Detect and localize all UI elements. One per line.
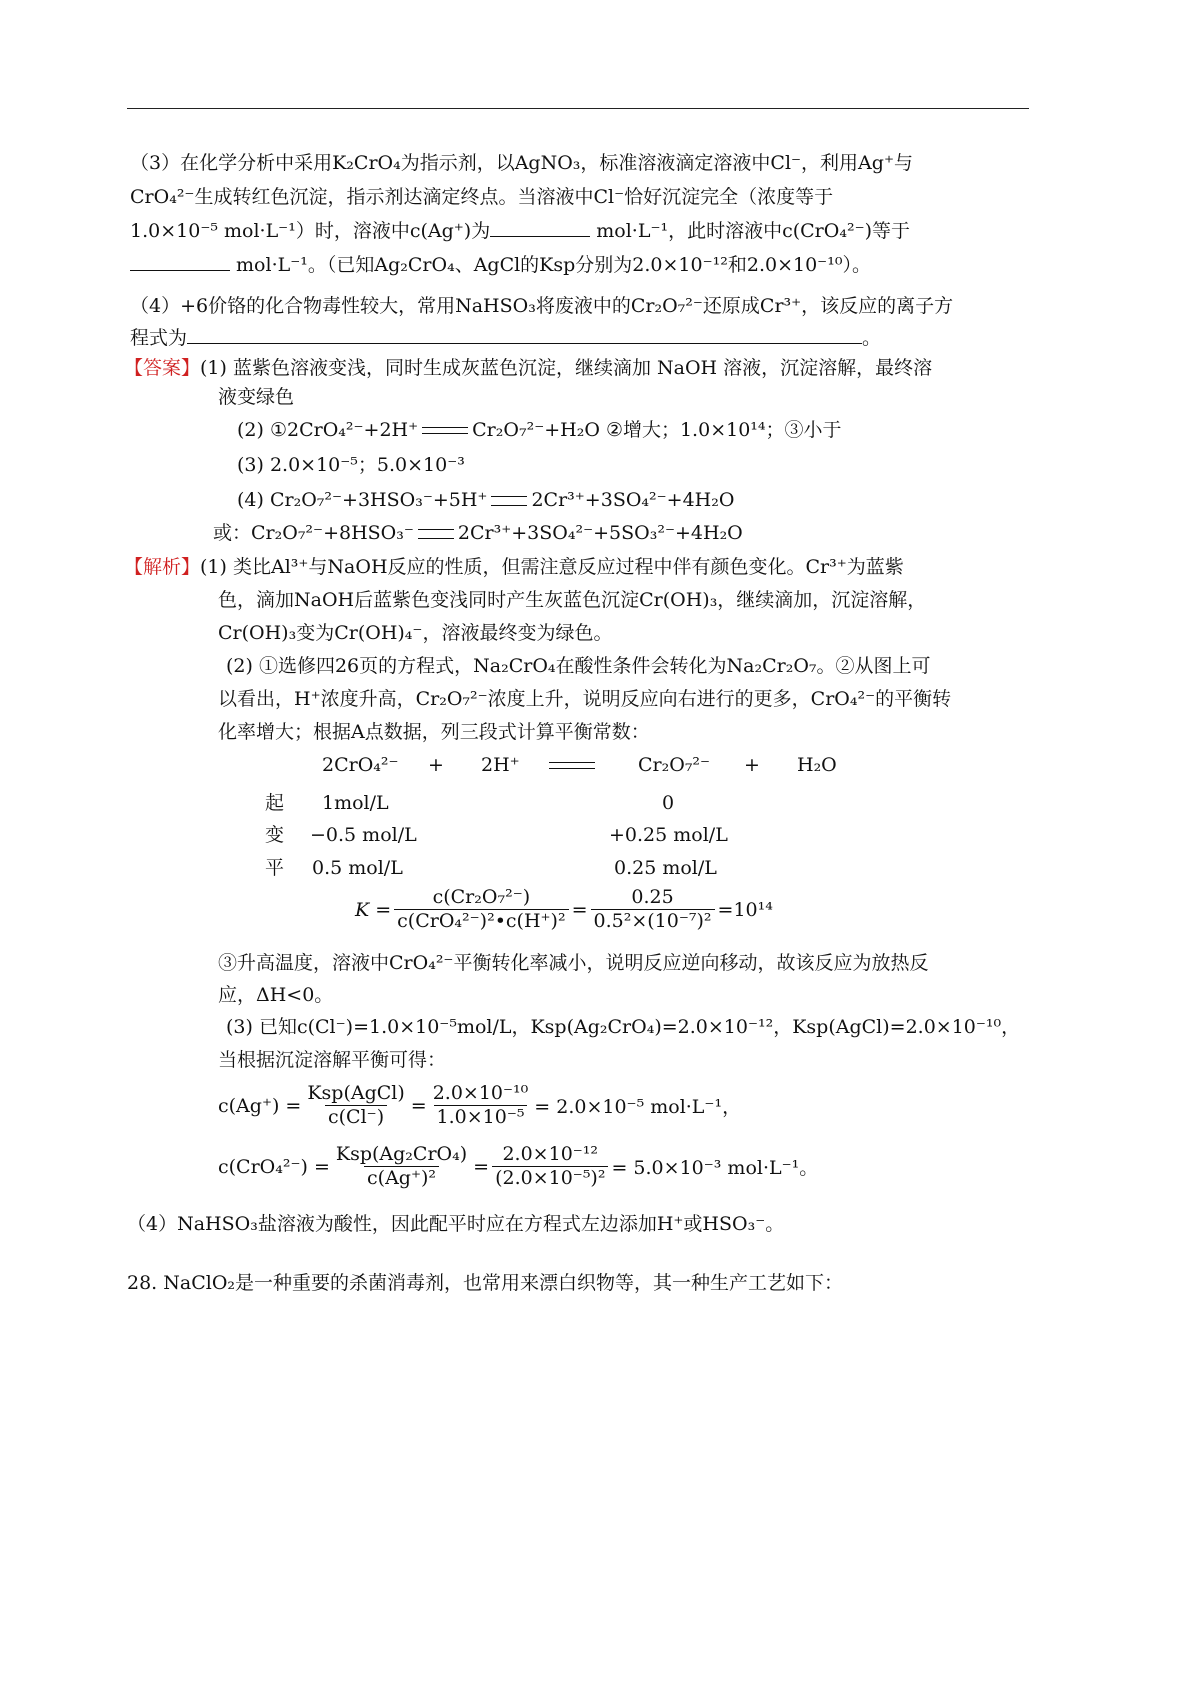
answer-4a: (4) Cr₂O₇²⁻+3HSO₃⁻+5H⁺	[237, 489, 488, 511]
ice-plus-1: +	[428, 754, 444, 776]
analysis-2a: (2) ①选修四26页的方程式，Na₂CrO₄在酸性条件会转化为Na₂Cr₂O₇。②从图上可	[226, 655, 931, 677]
ice-eq-2: 0.25 mol/L	[614, 857, 717, 879]
ag-den-2: 1.0×10⁻⁵	[434, 1105, 528, 1129]
analysis-4a: (3) 已知c(Cl⁻)=1.0×10⁻⁵mol/L，Ksp(Ag₂CrO₄)=2.0×10⁻¹²，Ksp(AgCl)=2.0×10⁻¹⁰，	[226, 1016, 1021, 1038]
ice-initial-2: 0	[662, 792, 675, 814]
analysis-tag: 【解析】	[124, 556, 201, 578]
analysis-3a: ③升高温度，溶液中CrO₄²⁻平衡转化率减小，说明反应逆向移动，故该反应为放热反	[218, 952, 929, 974]
answer-line-5	[213, 520, 1113, 546]
cro4-fraction-1	[333, 1143, 470, 1190]
q3-line-1: （3）在化学分析中采用K₂CrO₄为指示剂，以AgNO₃，标准溶液滴定溶液中Cl⁻，利用Ag⁺与	[130, 152, 913, 174]
ice-change-2: +0.25 mol/L	[609, 824, 728, 846]
analysis-line-1	[124, 554, 1024, 580]
cro4-fraction-2	[492, 1143, 608, 1190]
ag-fraction-1	[304, 1082, 407, 1129]
answer-line-2	[237, 417, 1137, 443]
ice-row-initial: 起	[265, 792, 285, 814]
cro4-num-2: 2.0×10⁻¹²	[502, 1143, 599, 1165]
cro4-den-2: (2.0×10⁻⁵)²	[492, 1166, 608, 1190]
ice-species-4: H₂O	[797, 754, 837, 776]
cro4-equation	[218, 1143, 818, 1190]
answer-5a: 或：Cr₂O₇²⁻+8HSO₃⁻	[213, 522, 414, 544]
ice-initial-1: 1mol/L	[322, 792, 389, 814]
ice-row-equilibrium: 平	[265, 857, 285, 879]
cro4-result: = 5.0×10⁻³ mol·L⁻¹。	[611, 1157, 819, 1179]
answer-blank-2	[130, 270, 230, 271]
answer-3: (3) 2.0×10⁻⁵；5.0×10⁻³	[237, 454, 465, 476]
ag-equation	[218, 1082, 741, 1129]
q3-line-3a: 1.0×10⁻⁵ mol·L⁻¹）时，溶液中c(Ag⁺)为	[130, 220, 491, 242]
ag-den-1: c(Cl⁻)	[325, 1105, 387, 1129]
k-den-2: 0.5²×(10⁻⁷)²	[591, 909, 715, 933]
q4-line-2a: 程式为	[130, 327, 188, 349]
analysis-2c: 化率增大；根据A点数据，列三段式计算平衡常数：	[218, 721, 650, 743]
k-fraction-1	[394, 886, 568, 933]
ice-eq-1: 0.5 mol/L	[312, 857, 403, 879]
k-lhs: K =	[355, 898, 392, 921]
ice-species-2: 2H⁺	[481, 754, 520, 776]
analysis-4b: 当根据沉淀溶解平衡可得：	[218, 1049, 447, 1071]
answer-line-4	[237, 487, 1137, 513]
ag-equals: =	[410, 1094, 427, 1117]
answer-line-1	[124, 355, 1024, 381]
answer-4b: 2Cr³⁺+3SO₄²⁻+4H₂O	[531, 489, 735, 511]
ag-fraction-2	[430, 1082, 532, 1129]
ice-change-1: −0.5 mol/L	[310, 824, 417, 846]
cro4-num-1: Ksp(Ag₂CrO₄)	[335, 1143, 468, 1165]
ag-lhs: c(Ag⁺) =	[218, 1094, 302, 1117]
cro4-lhs: c(CrO₄²⁻) =	[218, 1155, 330, 1178]
analysis-2b: 以看出，H⁺浓度升高，Cr₂O₇²⁻浓度上升，说明反应向右进行的更多，CrO₄²⁻的平衡转	[218, 688, 952, 710]
answer-blank-3	[187, 343, 862, 344]
header-rule	[127, 108, 1029, 109]
ag-num-2: 2.0×10⁻¹⁰	[432, 1082, 529, 1104]
q4-line-2	[130, 325, 1030, 351]
k-den-1: c(CrO₄²⁻)²•c(H⁺)²	[394, 909, 568, 933]
equilibrium-arrow-icon	[422, 425, 468, 437]
equilibrium-arrow-icon	[549, 760, 595, 772]
k-num-1: c(Cr₂O₇²⁻)	[432, 886, 531, 908]
k-result: =10¹⁴	[717, 898, 773, 921]
cro4-den-1: c(Ag⁺)²	[364, 1166, 439, 1190]
reaction-equals-icon	[491, 496, 527, 506]
k-equals: =	[571, 898, 588, 921]
analysis-1c: Cr(OH)₃变为Cr(OH)₄⁻，溶液最终变为绿色。	[218, 622, 613, 644]
reaction-equals-icon	[418, 529, 454, 539]
k-equation	[355, 886, 773, 933]
answer-2a: (2) ①2CrO₄²⁻+2H⁺	[237, 419, 419, 441]
answer-blank-1	[490, 236, 590, 237]
q3-line-4	[130, 252, 1030, 278]
cro4-equals: =	[473, 1155, 490, 1178]
ag-result: = 2.0×10⁻⁵ mol·L⁻¹，	[534, 1096, 742, 1118]
answer-1b: 液变绿色	[218, 386, 295, 408]
answer-1a: (1) 蓝紫色溶液变浅，同时生成灰蓝色沉淀，继续滴加 NaOH 溶液，沉淀溶解，最终溶	[200, 357, 933, 379]
answer-2b: Cr₂O₇²⁻+H₂O ②增大；1.0×10¹⁴；③小于	[472, 419, 842, 441]
q4-line-2b: 。	[862, 327, 882, 349]
answer-tag: 【答案】	[124, 357, 201, 379]
ice-species-1: 2CrO₄²⁻	[322, 754, 399, 776]
q3-line-3b: mol·L⁻¹，此时溶液中c(CrO₄²⁻)等于	[590, 220, 911, 242]
q3-line-2: CrO₄²⁻生成转红色沉淀，指示剂达滴定终点。当溶液中Cl⁻恰好沉淀完全（浓度等于	[130, 186, 834, 208]
analysis-3b: 应，ΔH<0。	[218, 984, 334, 1006]
analysis-5: （4）NaHSO₃盐溶液为酸性，因此配平时应在方程式左边添加H⁺或HSO₃⁻。	[127, 1213, 785, 1235]
ice-equilibrium-arrow	[545, 752, 599, 778]
k-fraction-2	[591, 886, 715, 933]
ice-species-3: Cr₂O₇²⁻	[638, 754, 711, 776]
q4-line-1: （4）+6价铬的化合物毒性较大，常用NaHSO₃将废液中的Cr₂O₇²⁻还原成Cr³⁺，该反应的离子方	[130, 295, 954, 317]
ice-plus-2: +	[744, 754, 760, 776]
analysis-1b: 色，滴加NaOH后蓝紫色变浅同时产生灰蓝色沉淀Cr(OH)₃，继续滴加，沉淀溶解，	[218, 589, 927, 611]
ice-row-change: 变	[265, 824, 285, 846]
analysis-1a: (1) 类比Al³⁺与NaOH反应的性质，但需注意反应过程中伴有颜色变化。Cr³⁺为蓝紫	[200, 556, 904, 578]
q3-line-4b: mol·L⁻¹。（已知Ag₂CrO₄、AgCl的Ksp分别为2.0×10⁻¹²和2.0×10⁻¹⁰）。	[230, 254, 871, 276]
k-num-2: 0.25	[631, 886, 674, 908]
question-28: 28. NaClO₂是一种重要的杀菌消毒剂，也常用来漂白织物等，其一种生产工艺如下：	[127, 1272, 844, 1294]
answer-5b: 2Cr³⁺+3SO₄²⁻+5SO₃²⁻+4H₂O	[457, 522, 743, 544]
ag-num-1: Ksp(AgCl)	[307, 1082, 405, 1104]
q3-line-3	[130, 218, 1030, 244]
